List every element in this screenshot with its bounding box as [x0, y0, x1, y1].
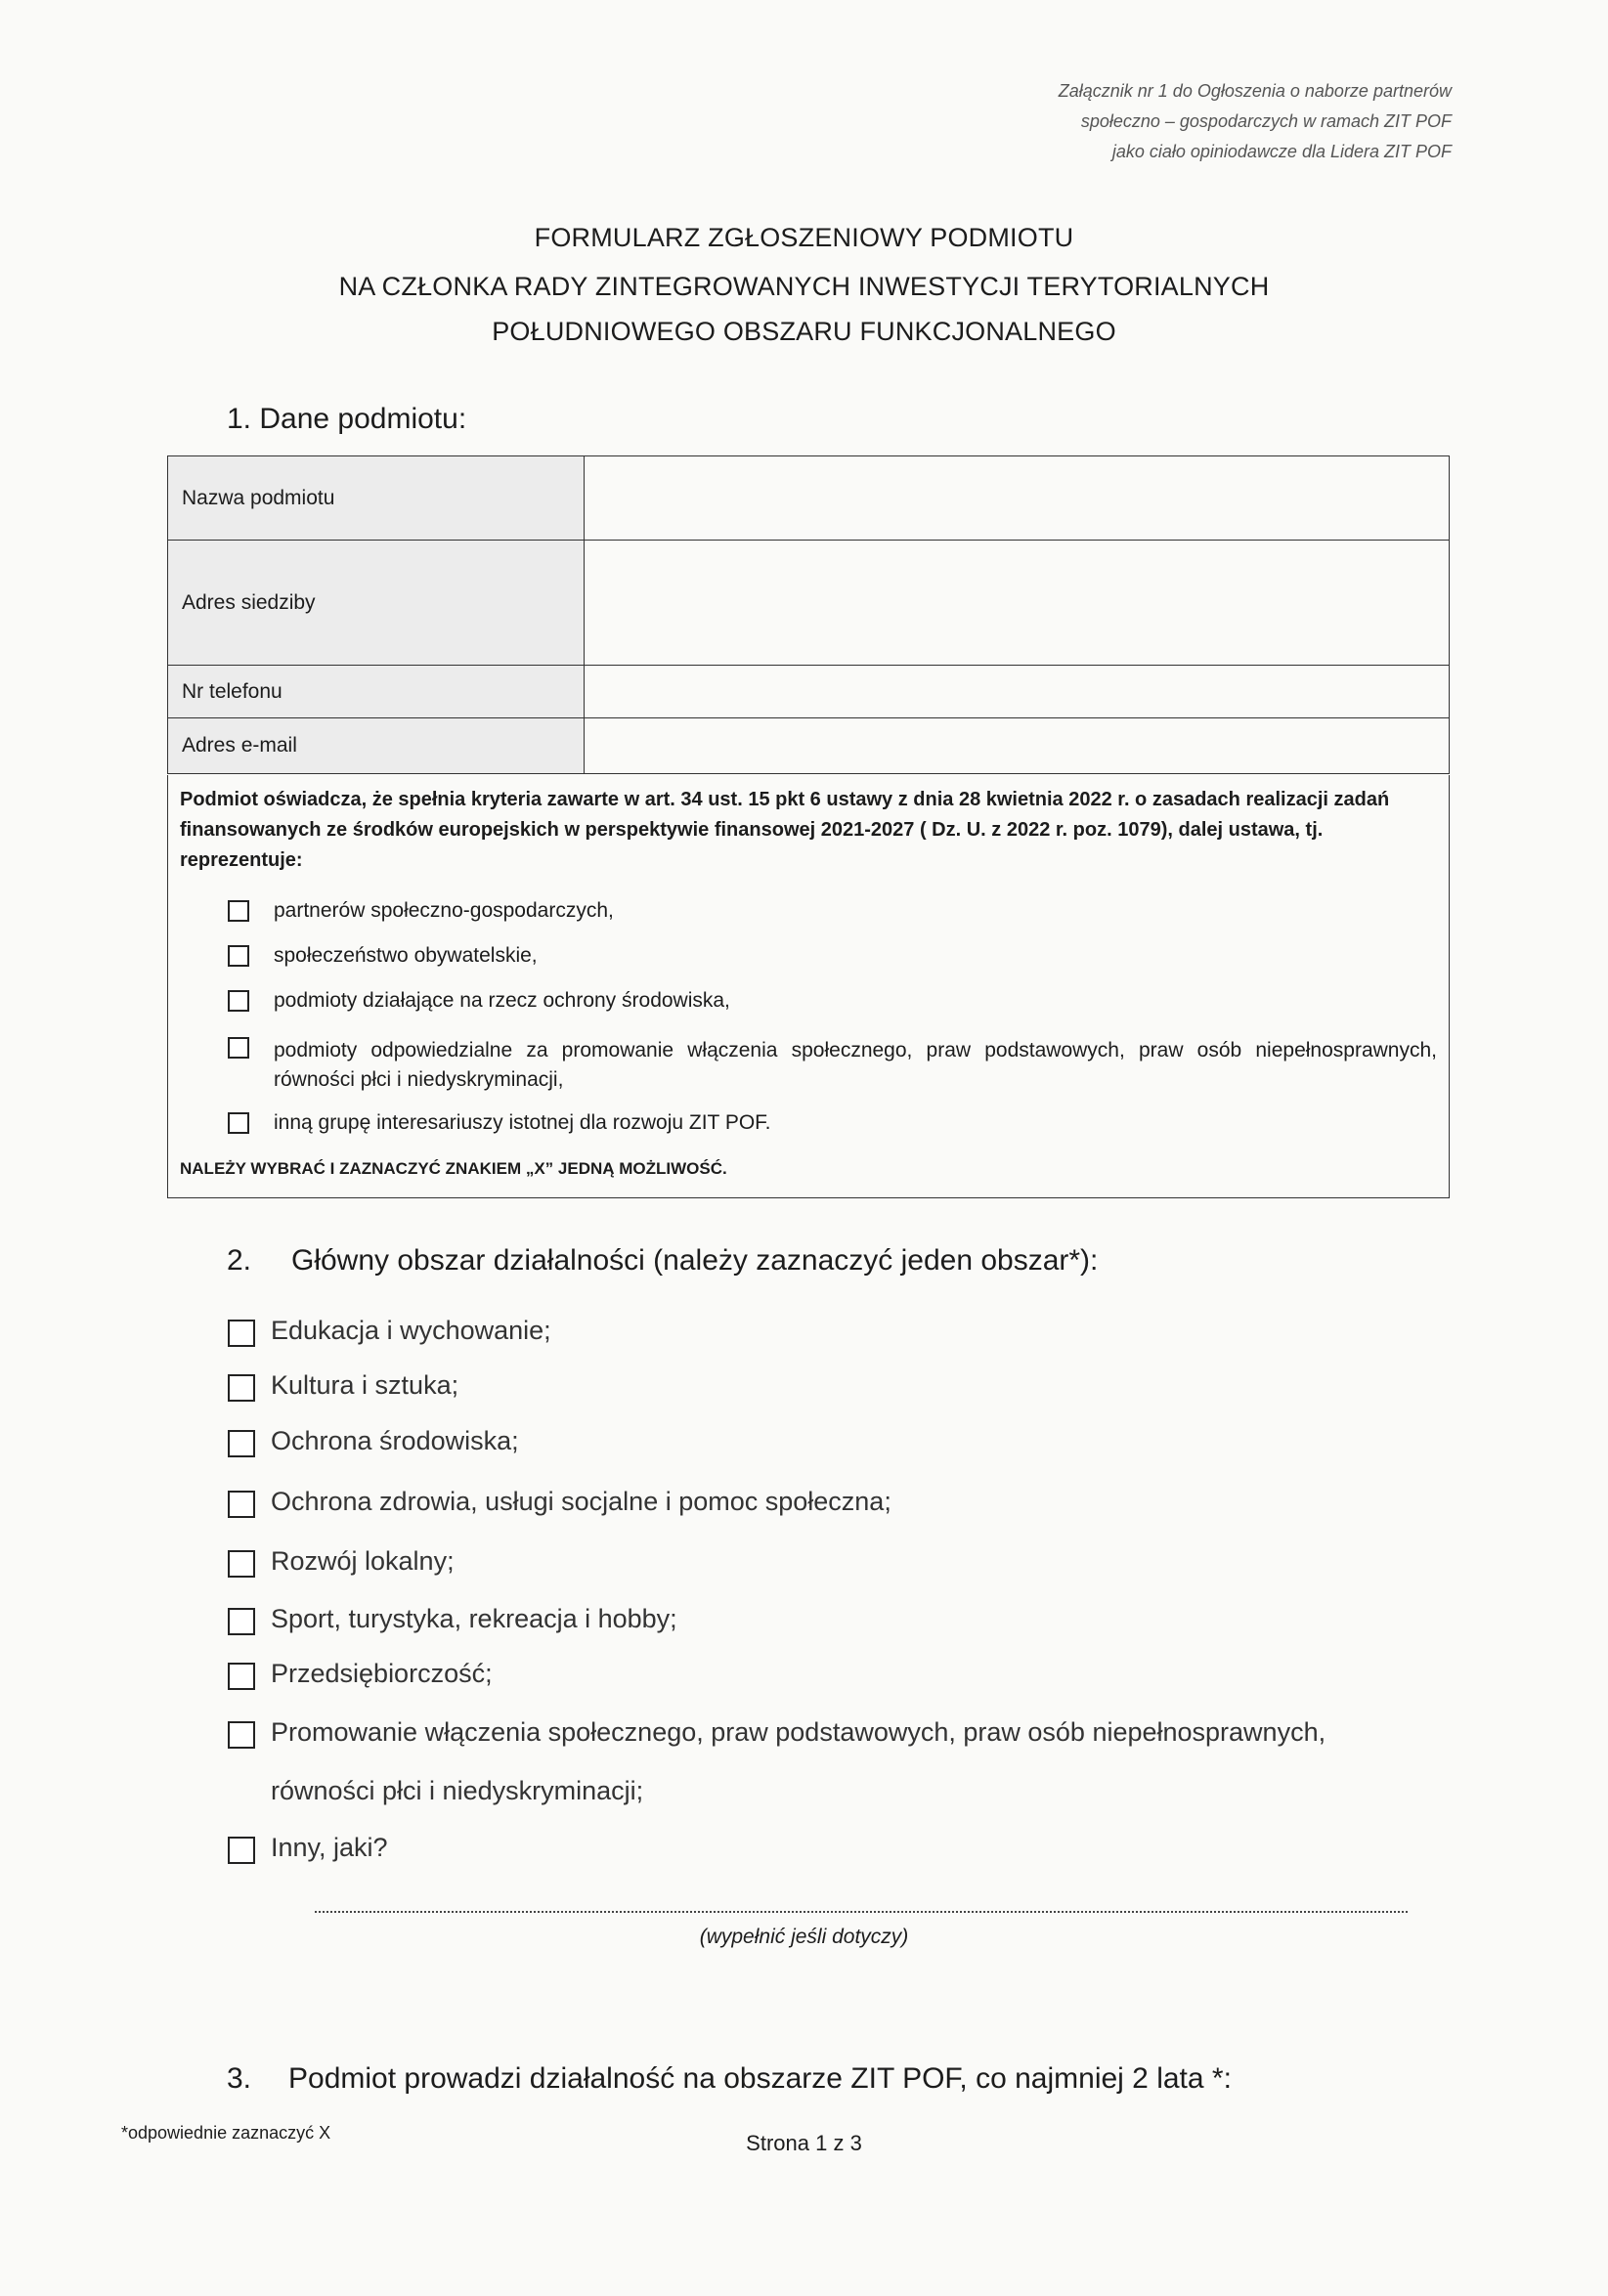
checkbox-other-group[interactable]	[228, 1112, 249, 1134]
checkbox-culture[interactable]	[228, 1374, 255, 1402]
input-phone[interactable]	[585, 666, 1450, 718]
area-inclusion: Promowanie włączenia społecznego, praw podstawowych, praw osób niepełnosprawnych,	[271, 1717, 1326, 1747]
area-environment-protection: Ochrona środowiska;	[271, 1426, 519, 1455]
checkbox-other-area[interactable]	[228, 1837, 255, 1864]
input-entity-name[interactable]	[585, 456, 1450, 541]
checkbox-inclusion[interactable]	[228, 1037, 249, 1059]
annex-note-line-1: Załącznik nr 1 do Ogłoszenia o naborze partnerów	[1058, 81, 1452, 101]
label-address: Adres siedziby	[168, 541, 585, 666]
option-inclusion: podmioty odpowiedzialne za promowanie włączenia społecznego, praw podstawowych, praw osób niepełnosprawnych, równości płci i niedyskryminacji,	[274, 1039, 1437, 1091]
annex-note-line-3: jako ciało opiniodawcze dla Lidera ZIT POF	[1111, 142, 1452, 161]
input-email[interactable]	[585, 718, 1450, 774]
area-health: Ochrona zdrowia, usługi socjalne i pomoc społeczna;	[271, 1487, 891, 1516]
title-line-1: FORMULARZ ZGŁOSZENIOWY PODMIOTU	[534, 223, 1074, 252]
checkbox-education[interactable]	[228, 1320, 255, 1347]
section-3-number: 3.	[227, 2062, 252, 2095]
entity-data-table	[167, 455, 1450, 774]
footnote: *odpowiednie zaznaczyć X	[121, 2123, 331, 2143]
area-entrepreneurship: Przedsiębiorczość;	[271, 1659, 493, 1688]
checkbox-inclusion-area[interactable]	[228, 1721, 255, 1749]
area-education: Edukacja i wychowanie;	[271, 1316, 551, 1345]
area-culture: Kultura i sztuka;	[271, 1370, 459, 1400]
annex-note-line-2: społeczno – gospodarczych w ramach ZIT POF	[1080, 111, 1452, 131]
input-address[interactable]	[585, 541, 1450, 666]
section-1-heading: 1. Dane podmiotu:	[227, 403, 467, 435]
fill-if-applicable-note: (wypełnić jeśli dotyczy)	[699, 1926, 909, 1948]
section-2-heading: Główny obszar działalności (należy zaznaczyć jeden obszar*):	[291, 1244, 1099, 1277]
label-phone: Nr telefonu	[168, 666, 585, 718]
section-3-heading: Podmiot prowadzi działalność na obszarze ZIT POF, co najmniej 2 lata *:	[288, 2062, 1232, 2095]
area-other: Inny, jaki?	[271, 1833, 388, 1862]
option-partners: partnerów społeczno-gospodarczych,	[274, 899, 614, 922]
checkbox-civil-society[interactable]	[228, 945, 249, 967]
checkbox-environment[interactable]	[228, 990, 249, 1012]
annex-note	[767, 76, 1452, 167]
checkbox-sport[interactable]	[228, 1608, 255, 1635]
option-other-group: inną grupę interesariuszy istotnej dla rozwoju ZIT POF.	[274, 1111, 771, 1134]
option-civil-society: społeczeństwo obywatelskie,	[274, 944, 538, 967]
title-line-3: POŁUDNIOWEGO OBSZARU FUNKCJONALNEGO	[492, 317, 1116, 346]
checkbox-entrepreneurship[interactable]	[228, 1663, 255, 1690]
area-local-development: Rozwój lokalny;	[271, 1546, 455, 1576]
label-email: Adres e-mail	[168, 718, 585, 774]
title-line-2: NA CZŁONKA RADY ZINTEGROWANYCH INWESTYCJI TERYTORIALNYCH	[338, 272, 1270, 301]
declaration-text: Podmiot oświadcza, że spełnia kryteria zawarte w art. 34 ust. 15 pkt 6 ustawy z dnia 28 kwietnia 2022 r. o zasadach realizacji zadań finansowanych ze środków europejskich w perspektywie finansowej 2021-2027 ( Dz. U. z 2022 r. poz. 1079), dalej ustawa, tj. reprezentuje:	[180, 789, 1390, 871]
other-area-fill-line[interactable]	[315, 1911, 1408, 1913]
checkbox-partners[interactable]	[228, 900, 249, 922]
checkbox-health[interactable]	[228, 1491, 255, 1518]
section-2-number: 2.	[227, 1244, 252, 1277]
option-environment: podmioty działające na rzecz ochrony środowiska,	[274, 989, 730, 1012]
area-inclusion-continuation: równości płci i niedyskryminacji;	[271, 1776, 644, 1805]
checkbox-environment-protection[interactable]	[228, 1430, 255, 1457]
selection-note: NALEŻY WYBRAĆ I ZAZNACZYĆ ZNAKIEM „X” JEDNĄ MOŻLIWOŚĆ.	[180, 1159, 727, 1178]
page-number: Strona 1 z 3	[746, 2131, 862, 2155]
label-entity-name: Nazwa podmiotu	[168, 456, 585, 541]
checkbox-local-development[interactable]	[228, 1550, 255, 1578]
area-sport: Sport, turystyka, rekreacja i hobby;	[271, 1604, 677, 1633]
